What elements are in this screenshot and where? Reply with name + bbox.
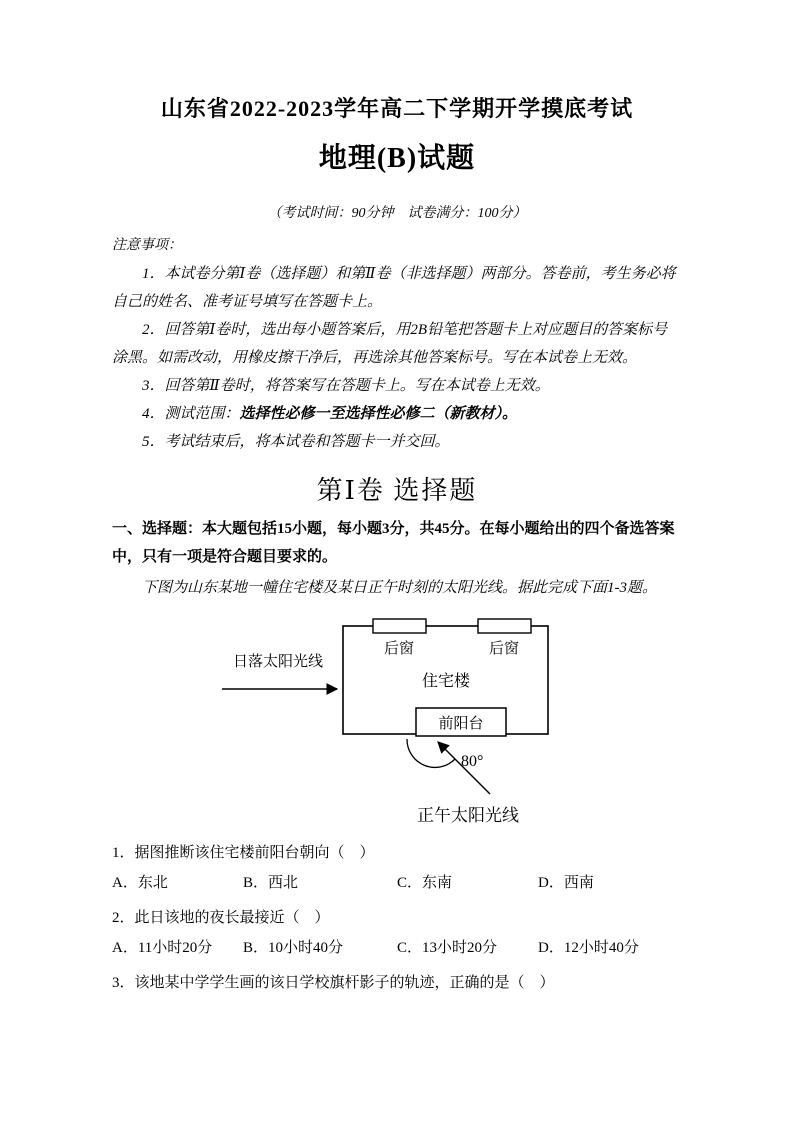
question-3 <box>112 969 682 997</box>
question-2-option-c: C．13小时20分 <box>397 940 498 956</box>
question-1-option-a: A．东北 <box>112 875 168 891</box>
question-1-options <box>112 871 682 895</box>
question-passage: 下图为山东某地一幢住宅楼及某日正午时刻的太阳光线。据此完成下面1-3题。 <box>142 580 657 596</box>
question-2-option-b: B．10小时40分 <box>243 940 344 956</box>
exam-info-line: （考试时间：90分钟 试卷满分：100分） <box>267 206 527 221</box>
sun-ray-diagram <box>112 606 682 830</box>
notice-item-4 <box>112 400 682 428</box>
question-2-option-d: D．12小时40分 <box>538 940 639 956</box>
question-1-option-c: C．东南 <box>397 875 453 891</box>
section1-heading: 第Ⅰ卷 选择题 <box>316 476 478 505</box>
question-2-stem: 2．此日该地的夜长最接近（ ） <box>112 910 330 926</box>
angle-arc <box>407 739 455 767</box>
notice-item-1: 1．本试卷分第Ⅰ卷（选择题）和第Ⅱ卷（非选择题）两部分。答卷前，考生务必将自己的姓名、准考证号填写在答题卡上。 <box>112 266 676 310</box>
question-1-option-b: B．西北 <box>243 875 299 891</box>
back-window-left <box>373 619 426 633</box>
notice-heading: 注意事项： <box>112 238 182 253</box>
question-1-option-d: D．西南 <box>538 875 594 891</box>
question-2-option-a: A．11小时20分 <box>112 940 213 956</box>
sunset-ray-label: 日落太阳光线 <box>232 654 324 670</box>
noon-ray-label: 正午太阳光线 <box>417 806 519 825</box>
notice-section <box>112 232 682 456</box>
balcony-label: 前阳台 <box>438 716 484 732</box>
exam-title: 山东省2022-2023学年高二下学期开学摸底考试 <box>160 96 634 121</box>
question-1-stem: 1．据图推断该住宅楼前阳台朝向（ ） <box>112 845 375 861</box>
back-window-left-label: 后窗 <box>383 641 415 657</box>
question-2 <box>112 904 682 960</box>
notice-item-3: 3．回答第Ⅱ卷时，将答案写在答题卡上。写在本试卷上无效。 <box>142 378 550 394</box>
question-1 <box>112 839 682 895</box>
back-window-right-label: 后窗 <box>488 641 520 657</box>
section1-instruction: 一、选择题：本大题包括15小题，每小题3分，共45分。在每小题给出的四个备选答案中，只有一项是符合题目要求的。 <box>112 521 675 565</box>
building-label: 住宅楼 <box>421 673 471 690</box>
exam-subtitle: 地理(B)试题 <box>318 143 476 174</box>
question-3-stem: 3．该地某中学学生画的该日学校旗杆影子的轨迹，正确的是（ ） <box>112 975 555 991</box>
back-window-right <box>478 619 531 633</box>
notice-item-5: 5．考试结束后，将本试卷和答题卡一并交回。 <box>142 434 450 450</box>
diagram-canvas <box>198 606 618 828</box>
notice-item-4-prefix: 4．测试范围： <box>142 406 240 422</box>
question-2-options <box>112 936 682 960</box>
notice-item-2: 2．回答第Ⅰ卷时，选出每小题答案后，用2B铅笔把答题卡上对应题目的答案标号涂黑。如需改动，用橡皮擦干净后，再选涂其他答案标号。写在本试卷上无效。 <box>112 322 668 366</box>
notice-item-4-bold: 选择性必修一至选择性必修二（新教材）。 <box>239 406 518 422</box>
angle-label: 80° <box>461 753 484 770</box>
